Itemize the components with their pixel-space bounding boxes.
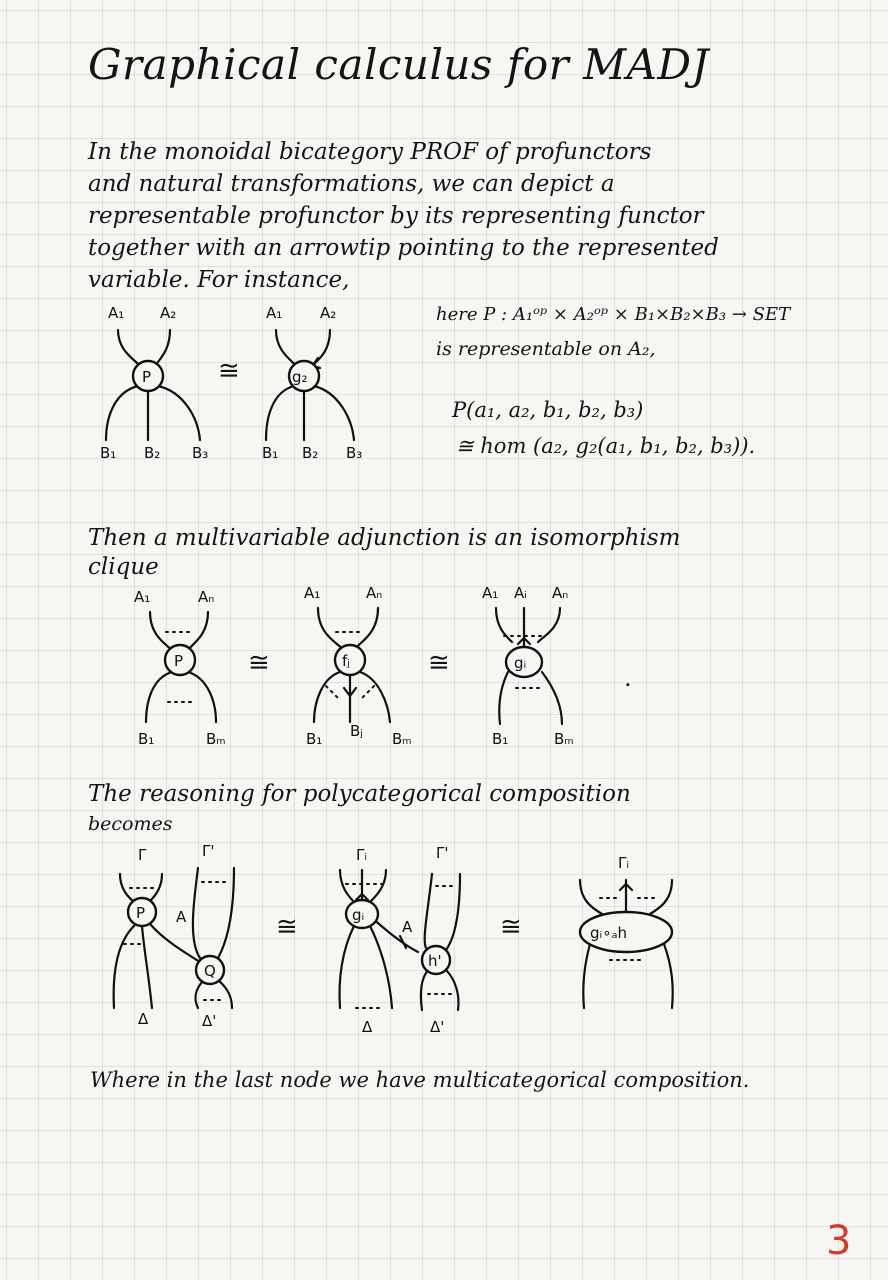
adj-d3-bottom-label-2: Bₘ [554, 730, 574, 748]
ex1-formula-line1: P(a₁, a₂, b₁, b₂, b₃) [452, 398, 644, 422]
comp-c2-top-label-2: Γ' [436, 844, 449, 862]
ex1-formula-line2: ≅ hom (a₂, g₂(a₁, b₁, b₂, b₃)). [456, 434, 756, 458]
adj-d2-bottom-label-2: Bⱼ [350, 722, 363, 740]
adj-d2-node-label: fⱼ [342, 652, 350, 670]
adj-d1-top-label-1: A₁ [134, 588, 151, 606]
ex1-desc-line2: is representable on A₂, [436, 338, 656, 360]
ex1-left-bottom-label-1: B₁ [100, 444, 117, 462]
comp-c1-node-2-label: Q [204, 962, 216, 980]
adj-d2-node-circle [335, 645, 365, 675]
intro-line: In the monoidal bicategory PROF of profunctors [88, 139, 652, 165]
ex1-right-diagram [258, 300, 398, 465]
adjunction-paragraph [88, 522, 818, 580]
adj-diagram-1 [130, 582, 260, 752]
comp-c1-top-label-1: Γ [138, 846, 147, 864]
adj-d1-bottom-label-2: Bₘ [206, 730, 226, 748]
ex1-left-diagram [96, 300, 236, 465]
comp-diagram-2 [326, 840, 496, 1040]
adj-d3-top-label-1: A₁ [482, 584, 499, 602]
adj-d2-bottom-label-3: Bₘ [392, 730, 412, 748]
comp-c3-node-label: gᵢ∘ₐh [590, 924, 627, 942]
comp-c1-bottom-label-1: Δ [138, 1010, 149, 1028]
comp-c2-node-2-label: h' [428, 952, 442, 970]
comp-diagram-1 [104, 840, 274, 1030]
ex1-left-bottom-label-3: B₃ [192, 444, 209, 462]
ex1-right-top-label-1: A₁ [266, 304, 283, 322]
adj-d2-top-label-1: A₁ [304, 584, 321, 602]
adj-d3-bottom-label-1: B₁ [492, 730, 509, 748]
comp-c3-top-label-1: Γᵢ [618, 854, 630, 872]
comp-c2-top-label-1: Γᵢ [356, 846, 368, 864]
ex1-left-top-label-1: A₁ [108, 304, 125, 322]
intro-line: and natural transformations, we can depict a [88, 171, 615, 197]
page-title: Graphical calculus for MADJ [88, 40, 709, 89]
adj-line: Then a multivariable adjunction is an isomorphism [88, 525, 681, 551]
ex1-right-bottom-label-3: B₃ [346, 444, 363, 462]
intro-line: together with an arrowtip pointing to the represented [88, 235, 719, 261]
comp-c1-node-1-label: P [136, 904, 146, 922]
comp-iso-symbol-1: ≅ [276, 912, 298, 942]
intro-paragraph [88, 136, 818, 296]
comp-diagram-3 [560, 840, 710, 1020]
adj-end-dot: . [624, 664, 632, 692]
adj-iso-symbol-1: ≅ [248, 648, 270, 678]
comp-c1-mid-label: A [176, 908, 187, 926]
adj-d3-top-label-2: Aᵢ [514, 584, 527, 602]
adj-d2-top-label-2: Aₙ [366, 584, 383, 602]
intro-line: representable profunctor by its representing functor [88, 203, 704, 229]
ex1-right-bottom-label-2: B₂ [302, 444, 319, 462]
adj-d1-node-label: P [174, 652, 184, 670]
adj-d1-top-label-2: Aₙ [198, 588, 215, 606]
comp-iso-symbol-2: ≅ [500, 912, 522, 942]
ex1-right-node-label: g₂ [292, 368, 308, 386]
closing-line: Where in the last node we have multicategorical composition. [90, 1068, 750, 1092]
adj-diagram-2 [296, 578, 436, 752]
page-number: 3 [826, 1218, 852, 1264]
intro-line: variable. For instance, [88, 267, 350, 293]
ex1-iso-symbol: ≅ [218, 356, 240, 386]
adj-d1-bottom-label-1: B₁ [138, 730, 155, 748]
ex1-desc-line1: here P : A₁ᵒᵖ × A₂ᵒᵖ × B₁×B₂×B₃ → SET [436, 304, 791, 325]
composition-paragraph [88, 778, 818, 838]
comp-c2-mid-label: A [402, 918, 413, 936]
ex1-right-bottom-label-1: B₁ [262, 444, 279, 462]
ex1-left-node-label: P [142, 368, 152, 386]
ex1-left-bottom-label-2: B₂ [144, 444, 161, 462]
adj-diagram-3 [478, 578, 618, 752]
adj-iso-symbol-2: ≅ [428, 648, 450, 678]
comp-line: The reasoning for polycategorical composition [88, 781, 631, 807]
ex1-right-top-label-2: A₂ [320, 304, 337, 322]
comp-c1-top-label-2: Γ' [202, 842, 215, 860]
comp-line: becomes [88, 813, 173, 835]
comp-c1-bottom-label-2: Δ' [202, 1012, 217, 1030]
comp-c2-node-1-label: gᵢ [352, 906, 365, 924]
comp-c2-bottom-label-1: Δ [362, 1018, 373, 1036]
adj-d3-node-label: gᵢ [514, 654, 527, 672]
adj-d2-bottom-label-1: B₁ [306, 730, 323, 748]
comp-c2-bottom-label-2: Δ' [430, 1018, 445, 1036]
ex1-left-top-label-2: A₂ [160, 304, 177, 322]
adj-d3-top-label-3: Aₙ [552, 584, 569, 602]
adj-line: clique [88, 554, 159, 580]
